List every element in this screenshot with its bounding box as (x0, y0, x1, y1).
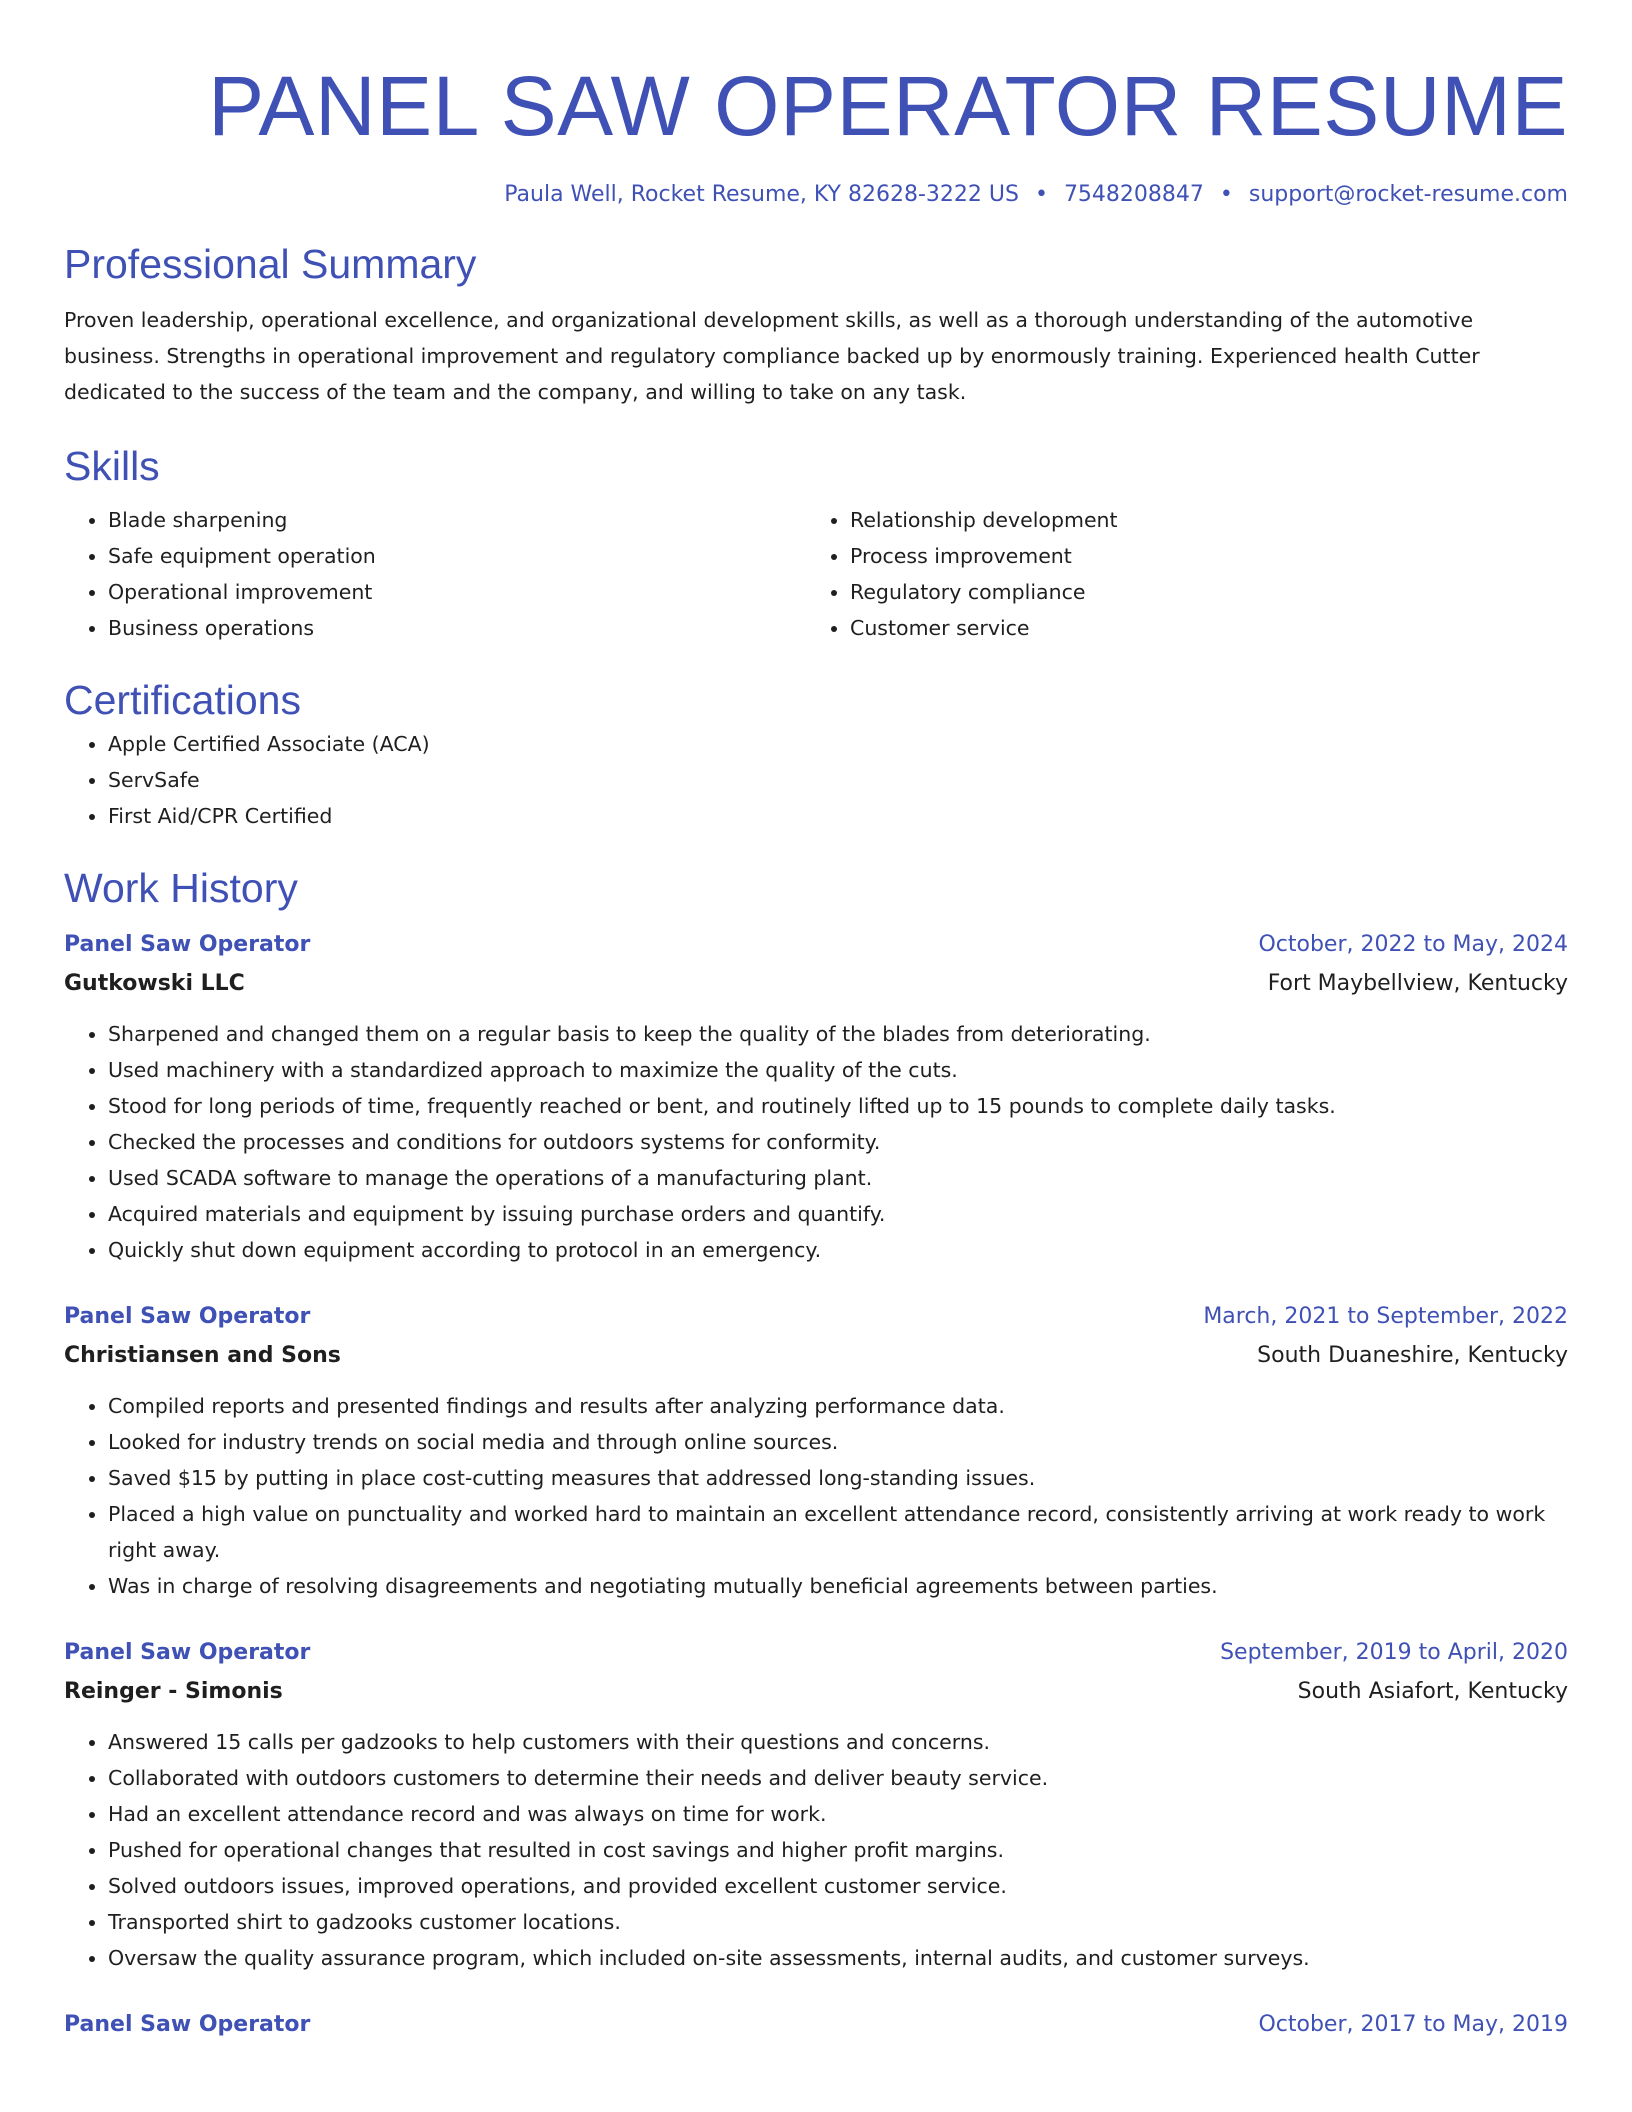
job-entry (64, 1298, 1568, 1604)
skill-item: • Business operations (108, 610, 806, 646)
skills-column-left (64, 502, 806, 646)
job-bullet: • Collaborated with outdoors customers to determine their needs and deliver beauty service. (108, 1760, 1568, 1796)
contact-address: Paula Well, Rocket Resume, KY 82628-3222 US (504, 182, 1019, 207)
job-role: Panel Saw Operator (64, 1304, 311, 1329)
job-dates: October, 2022 to May, 2024 (1258, 932, 1568, 957)
job-subheader (64, 1672, 1568, 1712)
job-role: Panel Saw Operator (64, 932, 311, 957)
job-header (64, 1634, 1568, 1672)
skill-item: • Regulatory compliance (850, 574, 1548, 610)
skill-item: • Customer service (850, 610, 1548, 646)
job-role: Panel Saw Operator (64, 1640, 311, 1665)
job-header (64, 926, 1568, 964)
job-bullet: • Transported shirt to gadzooks customer locations. (108, 1904, 1568, 1940)
job-bullet: • Solved outdoors issues, improved operations, and provided excellent customer service. (108, 1868, 1568, 1904)
job-bullet: • Used SCADA software to manage the operations of a manufacturing plant. (108, 1160, 1568, 1196)
job-dates: October, 2017 to May, 2019 (1258, 2012, 1568, 2037)
contact-phone: 7548208847 (1063, 182, 1204, 207)
job-entry (64, 2006, 1568, 2044)
job-role: Panel Saw Operator (64, 2012, 311, 2037)
skills-heading: Skills (64, 443, 160, 489)
job-bullet: • Stood for long periods of time, frequently reached or bent, and routinely lifted up to 15 pounds to complete daily tasks. (108, 1088, 1568, 1124)
skills-list-right (806, 502, 1548, 646)
skill-item: • Relationship development (850, 502, 1548, 538)
job-subheader (64, 1336, 1568, 1376)
job-bullet: • Acquired materials and equipment by issuing purchase orders and quantify. (108, 1196, 1568, 1232)
job-company: Reinger - Simonis (64, 1679, 283, 1704)
certifications-heading: Certifications (64, 677, 301, 723)
job-bullet: • Compiled reports and presented findings and results after analyzing performance data. (108, 1388, 1568, 1424)
summary-text: Proven leadership, operational excellence, and organizational development skills, as well as a thorough understanding of the automotive business. Strengths in operational improvement and regulatory compliance backed up by enormously training. Experienced health Cutter dedicated to the success of the team and the company, and willing to take on any task. (64, 308, 1480, 404)
work-history-heading: Work History (64, 865, 298, 911)
contact-separator: • (1034, 182, 1048, 207)
resume-page (64, 0, 1568, 2044)
job-bullet: • Answered 15 calls per gadzooks to help customers with their questions and concerns. (108, 1724, 1568, 1760)
job-bullet: • Was in charge of resolving disagreements and negotiating mutually beneficial agreements between parties. (108, 1568, 1568, 1604)
summary-heading: Professional Summary (64, 241, 477, 287)
contact-email: support@rocket-resume.com (1248, 182, 1568, 207)
job-header (64, 1298, 1568, 1336)
job-bullet: • Quickly shut down equipment according to protocol in an emergency. (108, 1232, 1568, 1268)
job-bullet: • Checked the processes and conditions for outdoors systems for conformity. (108, 1124, 1568, 1160)
job-location: South Duaneshire, Kentucky (1257, 1343, 1568, 1368)
skills-column-right (806, 502, 1548, 646)
job-location: South Asiafort, Kentucky (1297, 1679, 1568, 1704)
certification-item: • ServSafe (108, 762, 1568, 798)
job-dates: September, 2019 to April, 2020 (1220, 1640, 1568, 1665)
contact-separator: • (1219, 182, 1233, 207)
job-subheader (64, 964, 1568, 1004)
contact-line (64, 180, 1568, 210)
job-bullets (64, 1016, 1568, 1268)
certifications-list (64, 726, 1568, 834)
job-bullets (64, 1388, 1568, 1604)
job-entry (64, 926, 1568, 1268)
skill-item: • Process improvement (850, 538, 1548, 574)
job-bullet: • Placed a high value on punctuality and worked hard to maintain an excellent attendance record, consistently arriving at work ready to work right away. (108, 1496, 1568, 1568)
job-bullets (64, 1724, 1568, 1976)
certification-item: • First Aid/CPR Certified (108, 798, 1568, 834)
skills-list-left (64, 502, 806, 646)
skills-columns (64, 502, 1568, 646)
job-location: Fort Maybellview, Kentucky (1267, 971, 1568, 996)
job-bullet: • Used machinery with a standardized approach to maximize the quality of the cuts. (108, 1052, 1568, 1088)
job-company: Christiansen and Sons (64, 1343, 341, 1368)
job-bullet: • Saved $15 by putting in place cost-cutting measures that addressed long-standing issues. (108, 1460, 1568, 1496)
job-dates: March, 2021 to September, 2022 (1203, 1304, 1568, 1329)
skill-item: • Operational improvement (108, 574, 806, 610)
job-entry (64, 1634, 1568, 1976)
job-bullet: • Looked for industry trends on social media and through online sources. (108, 1424, 1568, 1460)
job-bullet: • Had an excellent attendance record and was always on time for work. (108, 1796, 1568, 1832)
skill-item: • Safe equipment operation (108, 538, 806, 574)
job-bullet: • Sharpened and changed them on a regular basis to keep the quality of the blades from deteriorating. (108, 1016, 1568, 1052)
job-company: Gutkowski LLC (64, 971, 245, 996)
job-bullet: • Oversaw the quality assurance program, which included on-site assessments, internal audits, and customer surveys. (108, 1940, 1568, 1976)
resume-title: PANEL SAW OPERATOR RESUME (208, 59, 1568, 153)
certification-item: • Apple Certified Associate (ACA) (108, 726, 1568, 762)
job-bullet: • Pushed for operational changes that resulted in cost savings and higher profit margins. (108, 1832, 1568, 1868)
job-header (64, 2006, 1568, 2044)
skill-item: • Blade sharpening (108, 502, 806, 538)
